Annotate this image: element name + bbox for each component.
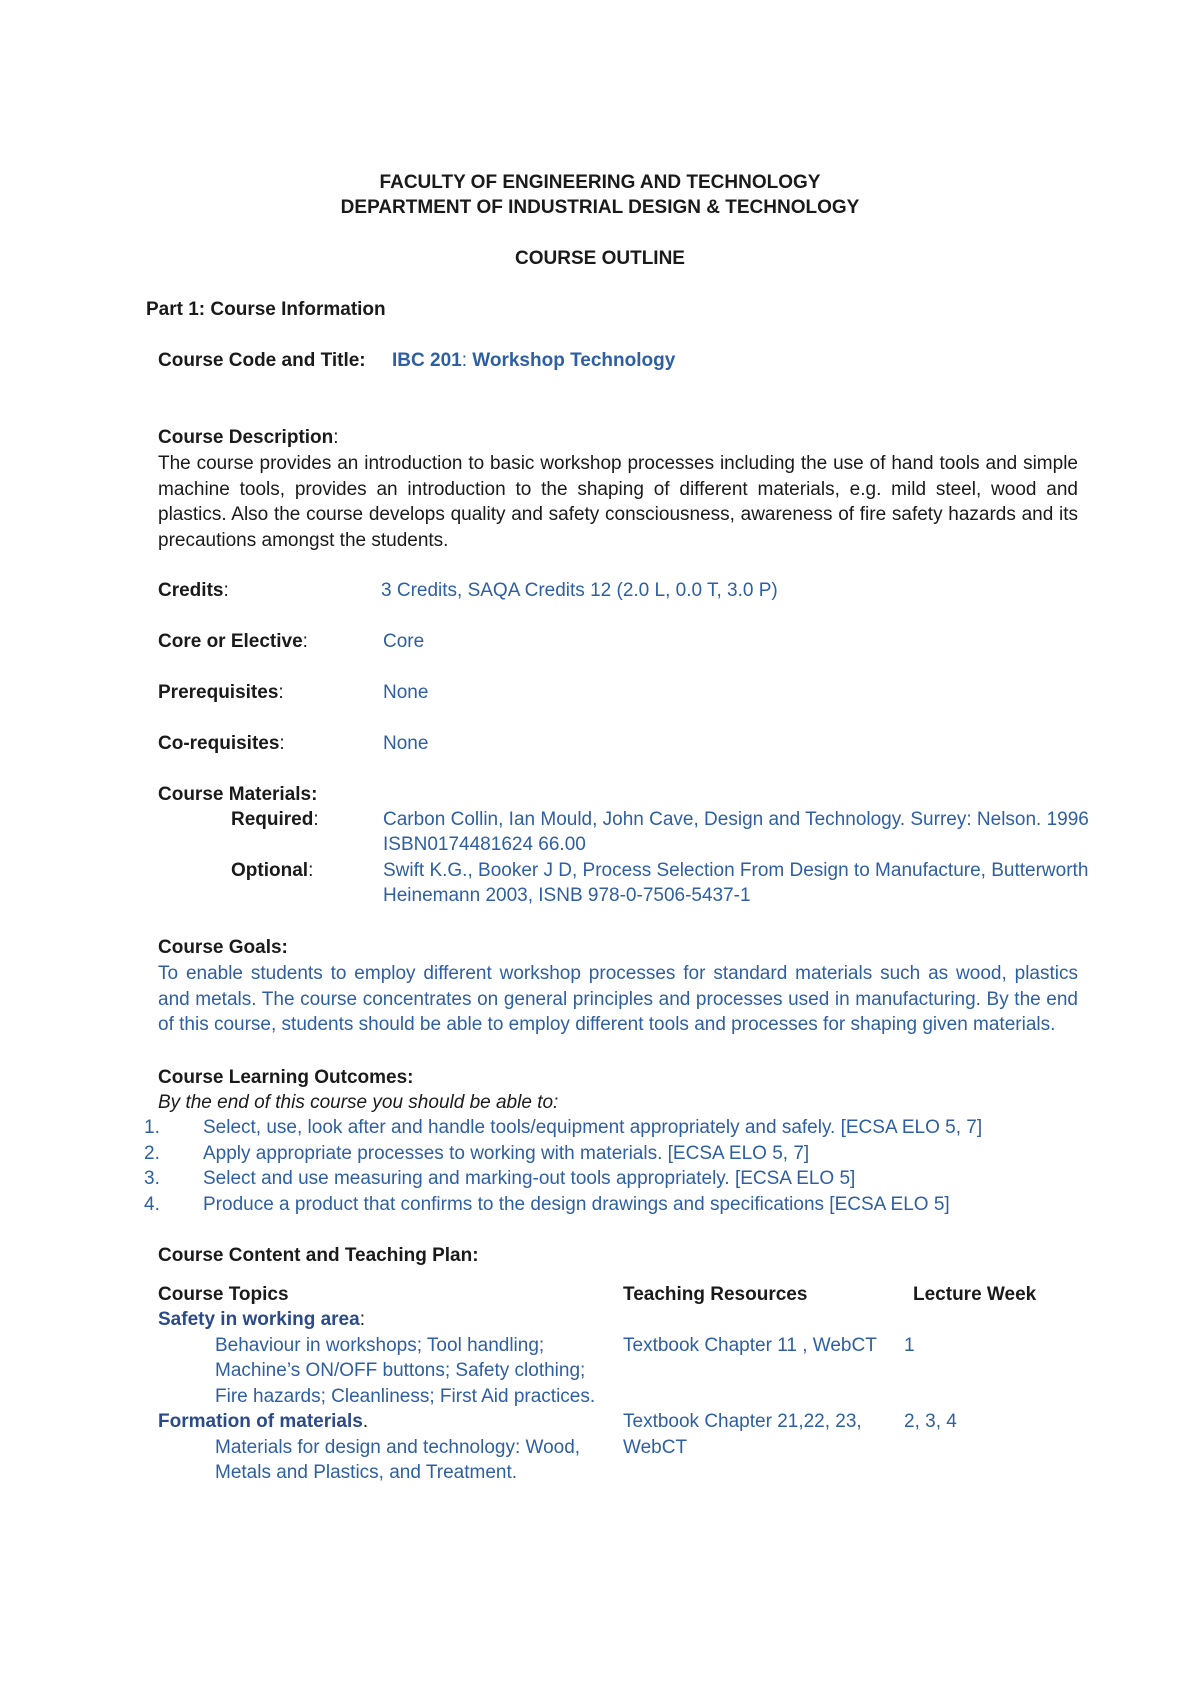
credits-value: 3 Credits, SAQA Credits 12 (2.0 L, 0.0 T, 3.0 P) xyxy=(381,580,778,601)
required-label-text: Required xyxy=(231,809,314,830)
required-label xyxy=(231,807,319,833)
part1-heading: Part 1: Course Information xyxy=(146,299,386,320)
topic-detail: Behaviour in workshops; Tool handling; xyxy=(215,1335,545,1356)
topic-title: Formation of materials xyxy=(158,1411,363,1432)
prerequisites-label-text: Prerequisites xyxy=(158,682,279,703)
required-reference-line1: Carbon Collin, Ian Mould, John Cave, Design and Technology. Surrey: Nelson. 1996 xyxy=(383,809,1089,830)
outcome-number: 3. xyxy=(144,1168,160,1189)
outcomes-label: Course Learning Outcomes: xyxy=(158,1067,414,1088)
corequisites-colon: : xyxy=(279,733,285,754)
optional-colon: : xyxy=(308,860,314,881)
topic-detail: Machine’s ON/OFF buttons; Safety clothing; xyxy=(215,1360,586,1381)
core-elective-colon: : xyxy=(302,631,308,652)
outcome-number: 4. xyxy=(144,1194,160,1215)
outcomes-intro: By the end of this course you should be able to: xyxy=(158,1092,559,1113)
course-code: IBC 201 xyxy=(392,350,462,371)
credits-colon: : xyxy=(223,580,229,601)
course-code-label: Course Code and Title: xyxy=(158,350,366,371)
core-elective-label-text: Core or Elective xyxy=(158,631,303,652)
required-colon: : xyxy=(313,809,319,830)
topic-heading xyxy=(158,1307,365,1333)
outcome-number: 2. xyxy=(144,1143,160,1164)
plan-label: Course Content and Teaching Plan: xyxy=(158,1245,479,1266)
course-title-separator: : xyxy=(461,350,473,371)
prerequisites-value: None xyxy=(383,682,429,703)
topic-detail: Fire hazards; Cleanliness; First Aid practices. xyxy=(215,1386,596,1407)
core-elective-value: Core xyxy=(383,631,425,652)
resources-column-header: Teaching Resources xyxy=(623,1284,808,1305)
week-column-header: Lecture Week xyxy=(913,1284,1037,1305)
corequisites-label xyxy=(158,731,285,757)
optional-label xyxy=(231,858,313,884)
core-elective-label xyxy=(158,629,308,655)
prerequisites-label xyxy=(158,680,284,706)
topic-resources: Textbook Chapter 11 , WebCT xyxy=(623,1335,877,1356)
description-colon: : xyxy=(333,427,339,448)
goals-label: Course Goals: xyxy=(158,937,288,958)
credits-label xyxy=(158,578,229,604)
credits-label-text: Credits xyxy=(158,580,224,601)
topic-suffix: . xyxy=(362,1411,369,1432)
topic-week: 1 xyxy=(904,1335,915,1356)
course-code-title xyxy=(392,348,675,374)
outcome-text: Select, use, look after and handle tools/equipment appropriately and safely. [ECSA ELO 5, 7] xyxy=(203,1117,983,1138)
course-title: Workshop Technology xyxy=(472,350,676,371)
topic-resources: WebCT xyxy=(623,1437,688,1458)
outcome-text: Apply appropriate processes to working with materials. [ECSA ELO 5, 7] xyxy=(203,1143,810,1164)
optional-reference-line2: Heinemann 2003, ISNB 978-0-7506-5437-1 xyxy=(383,885,751,906)
materials-label: Course Materials: xyxy=(158,784,318,805)
prerequisites-colon: : xyxy=(278,682,284,703)
corequisites-value: None xyxy=(383,733,429,754)
corequisites-label-text: Co-requisites xyxy=(158,733,280,754)
optional-reference-line1: Swift K.G., Booker J D, Process Selection From Design to Manufacture, Butterworth xyxy=(383,860,1089,881)
goals-text: To enable students to employ different workshop processes for standard materials such as wood, plastics and metals. The course concentrates on general principles and processes used in manufacturing. By the end of this course, students should be able to employ different tools and processes for shaping given materials. xyxy=(158,963,1078,1035)
description-label xyxy=(158,425,339,451)
description-text: The course provides an introduction to basic workshop processes including the use of hand tools and simple machine tools, provides an introduction to the shaping of different materials, e.g. mild steel, wood and plastics. Also the course develops quality and safety consciousness, awareness of fire safety hazards and its precautions amongst the students. xyxy=(158,453,1078,551)
topic-heading xyxy=(158,1409,368,1435)
outcome-text: Select and use measuring and marking-out tools appropriately. [ECSA ELO 5] xyxy=(203,1168,856,1189)
topic-suffix: : xyxy=(359,1309,365,1330)
faculty-heading: FACULTY OF ENGINEERING AND TECHNOLOGY xyxy=(379,172,821,193)
topic-title: Safety in working area xyxy=(158,1309,360,1330)
topic-resources: Textbook Chapter 21,22, 23, xyxy=(623,1411,862,1432)
topic-detail: Metals and Plastics, and Treatment. xyxy=(215,1462,518,1483)
topic-detail: Materials for design and technology: Wood, xyxy=(215,1437,581,1458)
outcome-number: 1. xyxy=(144,1117,160,1138)
required-reference-line2: ISBN0174481624 66.00 xyxy=(383,834,586,855)
document-title: COURSE OUTLINE xyxy=(515,248,685,269)
topic-week: 2, 3, 4 xyxy=(904,1411,957,1432)
description-label-text: Course Description xyxy=(158,427,334,448)
outcome-text: Produce a product that confirms to the design drawings and specifications [ECSA ELO 5] xyxy=(203,1194,950,1215)
optional-label-text: Optional xyxy=(231,860,309,881)
topics-column-header: Course Topics xyxy=(158,1284,289,1305)
department-heading: DEPARTMENT OF INDUSTRIAL DESIGN & TECHNOLOGY xyxy=(340,197,860,218)
